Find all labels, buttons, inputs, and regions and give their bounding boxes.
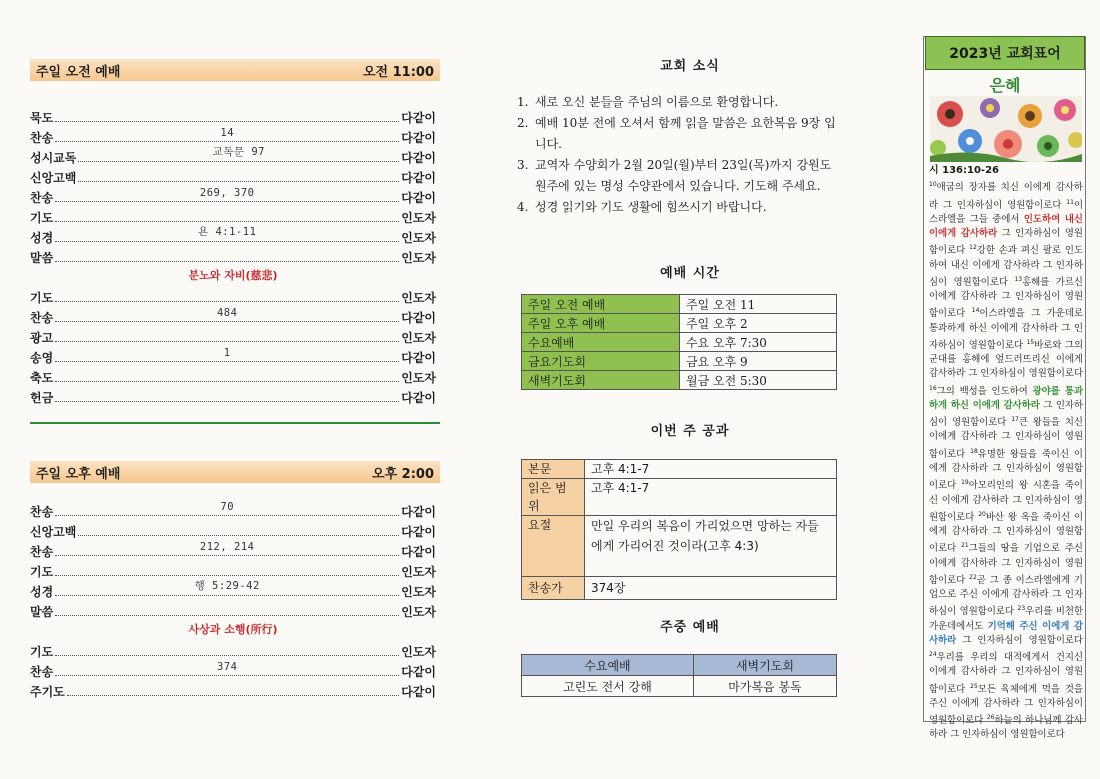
midweek-value-dawn: 마가복음 봉독 <box>693 676 836 697</box>
order-leader: 인도자 <box>401 645 436 659</box>
order-row <box>30 186 436 206</box>
afternoon-service-title: 주일 오후 예배 <box>36 466 121 482</box>
order-row <box>30 640 436 660</box>
dot-leader <box>55 615 399 616</box>
order-item: 찬송 <box>30 665 54 679</box>
order-leader: 인도자 <box>401 291 436 305</box>
service-name: 금요기도회 <box>522 352 680 371</box>
dot-leader <box>78 535 399 536</box>
order-item: 송영 <box>30 351 54 365</box>
midweek-title: 주중 예배 <box>660 620 720 635</box>
order-leader: 다같이 <box>401 525 436 539</box>
dot-leader <box>55 655 399 656</box>
order-item: 성시교독 <box>30 151 77 165</box>
order-row <box>30 600 436 620</box>
morning-service-header <box>30 59 440 81</box>
midweek-header-dawn: 새벽기도회 <box>693 655 836 676</box>
midweek-table <box>521 654 837 697</box>
order-row <box>30 286 436 306</box>
lesson-value: 만일 우리의 복음이 가리었으면 망하는 자들에게 가리어진 것이라(고후 4:3) <box>585 516 837 577</box>
order-row <box>30 346 436 366</box>
lesson-key: 본문 <box>522 460 585 479</box>
order-row <box>30 146 436 166</box>
flower-illustration <box>930 96 1082 162</box>
morning-order-list <box>30 106 436 406</box>
service-time: 월금 오전 5:30 <box>680 371 837 390</box>
order-row <box>30 520 436 540</box>
order-item: 축도 <box>30 371 54 385</box>
dot-leader <box>55 226 399 242</box>
news-item-number: 3. <box>517 158 529 172</box>
lesson-row <box>522 516 837 577</box>
lesson-row <box>522 479 837 516</box>
lesson-row <box>522 460 837 479</box>
order-item: 헌금 <box>30 391 54 405</box>
service-times-title: 예배 시간 <box>660 266 720 281</box>
order-item: 기도 <box>30 211 54 225</box>
lesson-title: 이번 주 공과 <box>650 424 730 439</box>
news-item-number: 1. <box>517 95 529 109</box>
service-row <box>522 295 837 314</box>
psalm-text: 시 136:10-26 $^{10}$애굽의 장자를 치신 이에게 감사하라 그 인자하심이 영원함이로다 $^{11}$이스라엘을 그들 중에서 인도하여 내신 이에게 감사하라 그 인자하심이 영원함이로다 $^{12}$강한 손과 펴신 팔로 인도하여 내신 이에게 감사하라 그 인자하심이 영원함이로다 $^{13}$홍해를 가르신 이에게 감사하라 그 인자하심이 영원함이로다 $^{14}$이스라엘을 그 가운데로 통과하게 하신 이에게 감사하라 그 인자하심이 영원함이로다 $^{15}$바로와 그의 군대를 홍해에 엎드러뜨리신 이에게 감사하라 그 인자하심이 영원함이로다 $^{16}$그의 백성을 인도하여 광야를 통과하게 하신 이에게 감사하라 그 인자하심이 영원함이로다 $^{17}$큰 왕들을 치신 이에게 감사하라 그 인자하심이 영원함이로다 $^{18}$유명한 왕들을 죽이신 이에게 감사하라 그 인자하심이 영원함이로다 $^{19}$아모리인의 왕 시혼을 죽이신 이에게 감사하라 그 인자하심이 영원함이로다 $^{20}$바산 왕 옥을 죽이신 이에게 감사하라 그 인자하심이 영원함이로다 $^{21}$그들의 땅을 기업으로 주신 이에게 감사하라 그 인자하심이 영원함이로다 $^{22}$곧 그 종 이스라엘에게 기업으로 주신 이에게 감사하라 그 인자하심이 영원함이로다 $^{23}$우리를 비천한 가운데에서도 기억해 주신 이에게 감사하라 그 인자하심이 영원함이로다 $^{24}$우리를 우리의 대적에게서 건지신 이에게 감사하라 그 인자하심이 영원함이로다 $^{25}$모든 육체에게 먹을 것을 주신 이에게 감사하라 그 인자하심이 영원함이로다 $^{26}$하늘의 하나님께 감사하라 그 인자하심이 영원함이로다 <box>929 165 1084 741</box>
section-divider <box>30 422 440 424</box>
dot-leader <box>55 580 399 596</box>
dot-leader <box>55 401 399 402</box>
order-row <box>30 246 436 266</box>
order-detail: 212, 214 <box>199 541 255 553</box>
order-detail: 행 5:29-42 <box>194 580 260 592</box>
order-leader: 다같이 <box>401 685 436 699</box>
midweek-value-wed: 고린도 전서 강해 <box>522 676 694 697</box>
order-item: 성경 <box>30 585 54 599</box>
afternoon-service-time: 오후 2:00 <box>372 466 434 482</box>
dot-leader <box>55 127 399 142</box>
news-item-number: 2. <box>517 116 529 130</box>
order-detail: 14 <box>220 127 235 139</box>
news-item-text: 성경 읽기와 기도 생활에 힘쓰시기 바랍니다. <box>535 200 767 214</box>
news-item <box>517 92 842 113</box>
order-item: 기도 <box>30 645 54 659</box>
morning-service-title: 주일 오전 예배 <box>36 64 121 80</box>
morning-service-time: 오전 11:00 <box>362 64 434 80</box>
service-time: 주일 오후 2 <box>680 314 837 333</box>
order-item: 찬송 <box>30 191 54 205</box>
lesson-value: 374장 <box>585 577 837 600</box>
morning-sermon-title: 분노와 자비(慈悲) <box>188 269 278 282</box>
dot-leader <box>78 181 399 182</box>
afternoon-order-list <box>30 500 436 700</box>
order-detail: 교독문 97 <box>212 146 265 158</box>
order-item: 광고 <box>30 331 54 345</box>
order-item: 성경 <box>30 231 54 245</box>
lesson-key: 요절 <box>522 516 585 577</box>
order-item: 말씀 <box>30 251 54 265</box>
dot-leader <box>55 341 399 342</box>
order-row <box>30 386 436 406</box>
order-leader: 인도자 <box>401 231 436 245</box>
order-detail: 269, 370 <box>199 187 255 199</box>
afternoon-sermon-title: 사상과 소행(所行) <box>188 623 278 636</box>
afternoon-service-header <box>30 461 440 483</box>
order-item: 찬송 <box>30 311 54 325</box>
order-leader: 다같이 <box>401 351 436 365</box>
service-row <box>522 314 837 333</box>
news-item <box>517 155 842 197</box>
lesson-key: 읽은 범위 <box>522 479 585 516</box>
order-detail: 484 <box>216 307 238 319</box>
lesson-row <box>522 577 837 600</box>
service-name: 주일 오전 예배 <box>522 295 680 314</box>
order-item: 신앙고백 <box>30 171 77 185</box>
news-item-text: 새로 오신 분들을 주님의 이름으로 환영합니다. <box>535 95 779 109</box>
order-detail: 1 <box>223 347 231 359</box>
order-leader: 다같이 <box>401 311 436 325</box>
motto-word: 은혜 <box>989 76 1021 95</box>
dot-leader <box>55 575 399 576</box>
order-row <box>30 106 436 126</box>
news-item-number: 4. <box>517 200 529 214</box>
news-item-text: 교역자 수양회가 2월 20일(월)부터 23일(목)까지 강원도 원주에 있는 명성 수양관에서 있습니다. 기도해 주세요. <box>535 158 832 193</box>
service-times-table <box>521 294 837 390</box>
order-leader: 인도자 <box>401 605 436 619</box>
order-detail: 욘 4:1-11 <box>198 226 257 238</box>
order-row <box>30 306 436 326</box>
service-time: 주일 오전 11 <box>680 295 837 314</box>
lesson-table <box>521 459 837 600</box>
dot-leader <box>55 347 399 362</box>
order-row <box>30 166 436 186</box>
dot-leader <box>55 121 399 122</box>
order-leader: 인도자 <box>401 331 436 345</box>
order-item: 찬송 <box>30 131 54 145</box>
news-item <box>517 113 842 155</box>
order-row <box>30 560 436 580</box>
order-item: 기도 <box>30 565 54 579</box>
dot-leader <box>55 307 399 322</box>
order-leader: 다같이 <box>401 131 436 145</box>
order-leader: 다같이 <box>401 171 436 185</box>
order-leader: 다같이 <box>401 151 436 165</box>
order-item: 찬송 <box>30 505 54 519</box>
service-name: 새벽기도회 <box>522 371 680 390</box>
motto-header: 2023년 교회표어 <box>925 36 1085 70</box>
lesson-value: 고후 4:1-7 <box>585 460 837 479</box>
order-leader: 인도자 <box>401 585 436 599</box>
dot-leader <box>55 261 399 262</box>
news-item-text: 예배 10분 전에 오셔서 함께 읽을 말씀은 요한복음 9장 입니다. <box>535 116 836 151</box>
order-row <box>30 540 436 560</box>
order-row <box>30 326 436 346</box>
order-item: 주기도 <box>30 685 65 699</box>
dot-leader <box>55 301 399 302</box>
service-row <box>522 352 837 371</box>
news-list <box>517 92 842 218</box>
dot-leader <box>55 221 399 222</box>
order-row <box>30 366 436 386</box>
midweek-header-wed: 수요예배 <box>522 655 694 676</box>
order-leader: 다같이 <box>401 111 436 125</box>
order-row <box>30 660 436 680</box>
service-name: 주일 오후 예배 <box>522 314 680 333</box>
order-leader: 인도자 <box>401 371 436 385</box>
order-leader: 다같이 <box>401 545 436 559</box>
order-item: 묵도 <box>30 111 54 125</box>
dot-leader <box>55 541 399 556</box>
service-name: 수요예배 <box>522 333 680 352</box>
news-title: 교회 소식 <box>660 59 720 74</box>
news-item <box>517 197 842 218</box>
order-item: 신앙고백 <box>30 525 77 539</box>
dot-leader <box>78 146 399 162</box>
order-leader: 인도자 <box>401 565 436 579</box>
order-row <box>30 580 436 600</box>
order-item: 찬송 <box>30 545 54 559</box>
lesson-value: 고후 4:1-7 <box>585 479 837 516</box>
dot-leader <box>67 695 399 696</box>
order-detail: 70 <box>220 501 235 513</box>
service-row <box>522 333 837 352</box>
order-row <box>30 226 436 246</box>
order-item: 말씀 <box>30 605 54 619</box>
dot-leader <box>55 501 399 516</box>
order-detail: 374 <box>216 661 238 673</box>
order-row <box>30 206 436 226</box>
service-row <box>522 371 837 390</box>
order-row <box>30 126 436 146</box>
order-row <box>30 500 436 520</box>
order-leader: 다같이 <box>401 391 436 405</box>
service-time: 금요 오후 9 <box>680 352 837 371</box>
order-leader: 인도자 <box>401 251 436 265</box>
dot-leader <box>55 381 399 382</box>
dot-leader <box>55 661 399 676</box>
order-leader: 다같이 <box>401 191 436 205</box>
order-leader: 다같이 <box>401 665 436 679</box>
order-item: 기도 <box>30 291 54 305</box>
service-time: 수요 오후 7:30 <box>680 333 837 352</box>
order-leader: 인도자 <box>401 211 436 225</box>
psalm-reference: 시 136:10-26 <box>929 165 999 176</box>
dot-leader <box>55 187 399 202</box>
order-leader: 다같이 <box>401 505 436 519</box>
lesson-key: 찬송가 <box>522 577 585 600</box>
order-row <box>30 680 436 700</box>
